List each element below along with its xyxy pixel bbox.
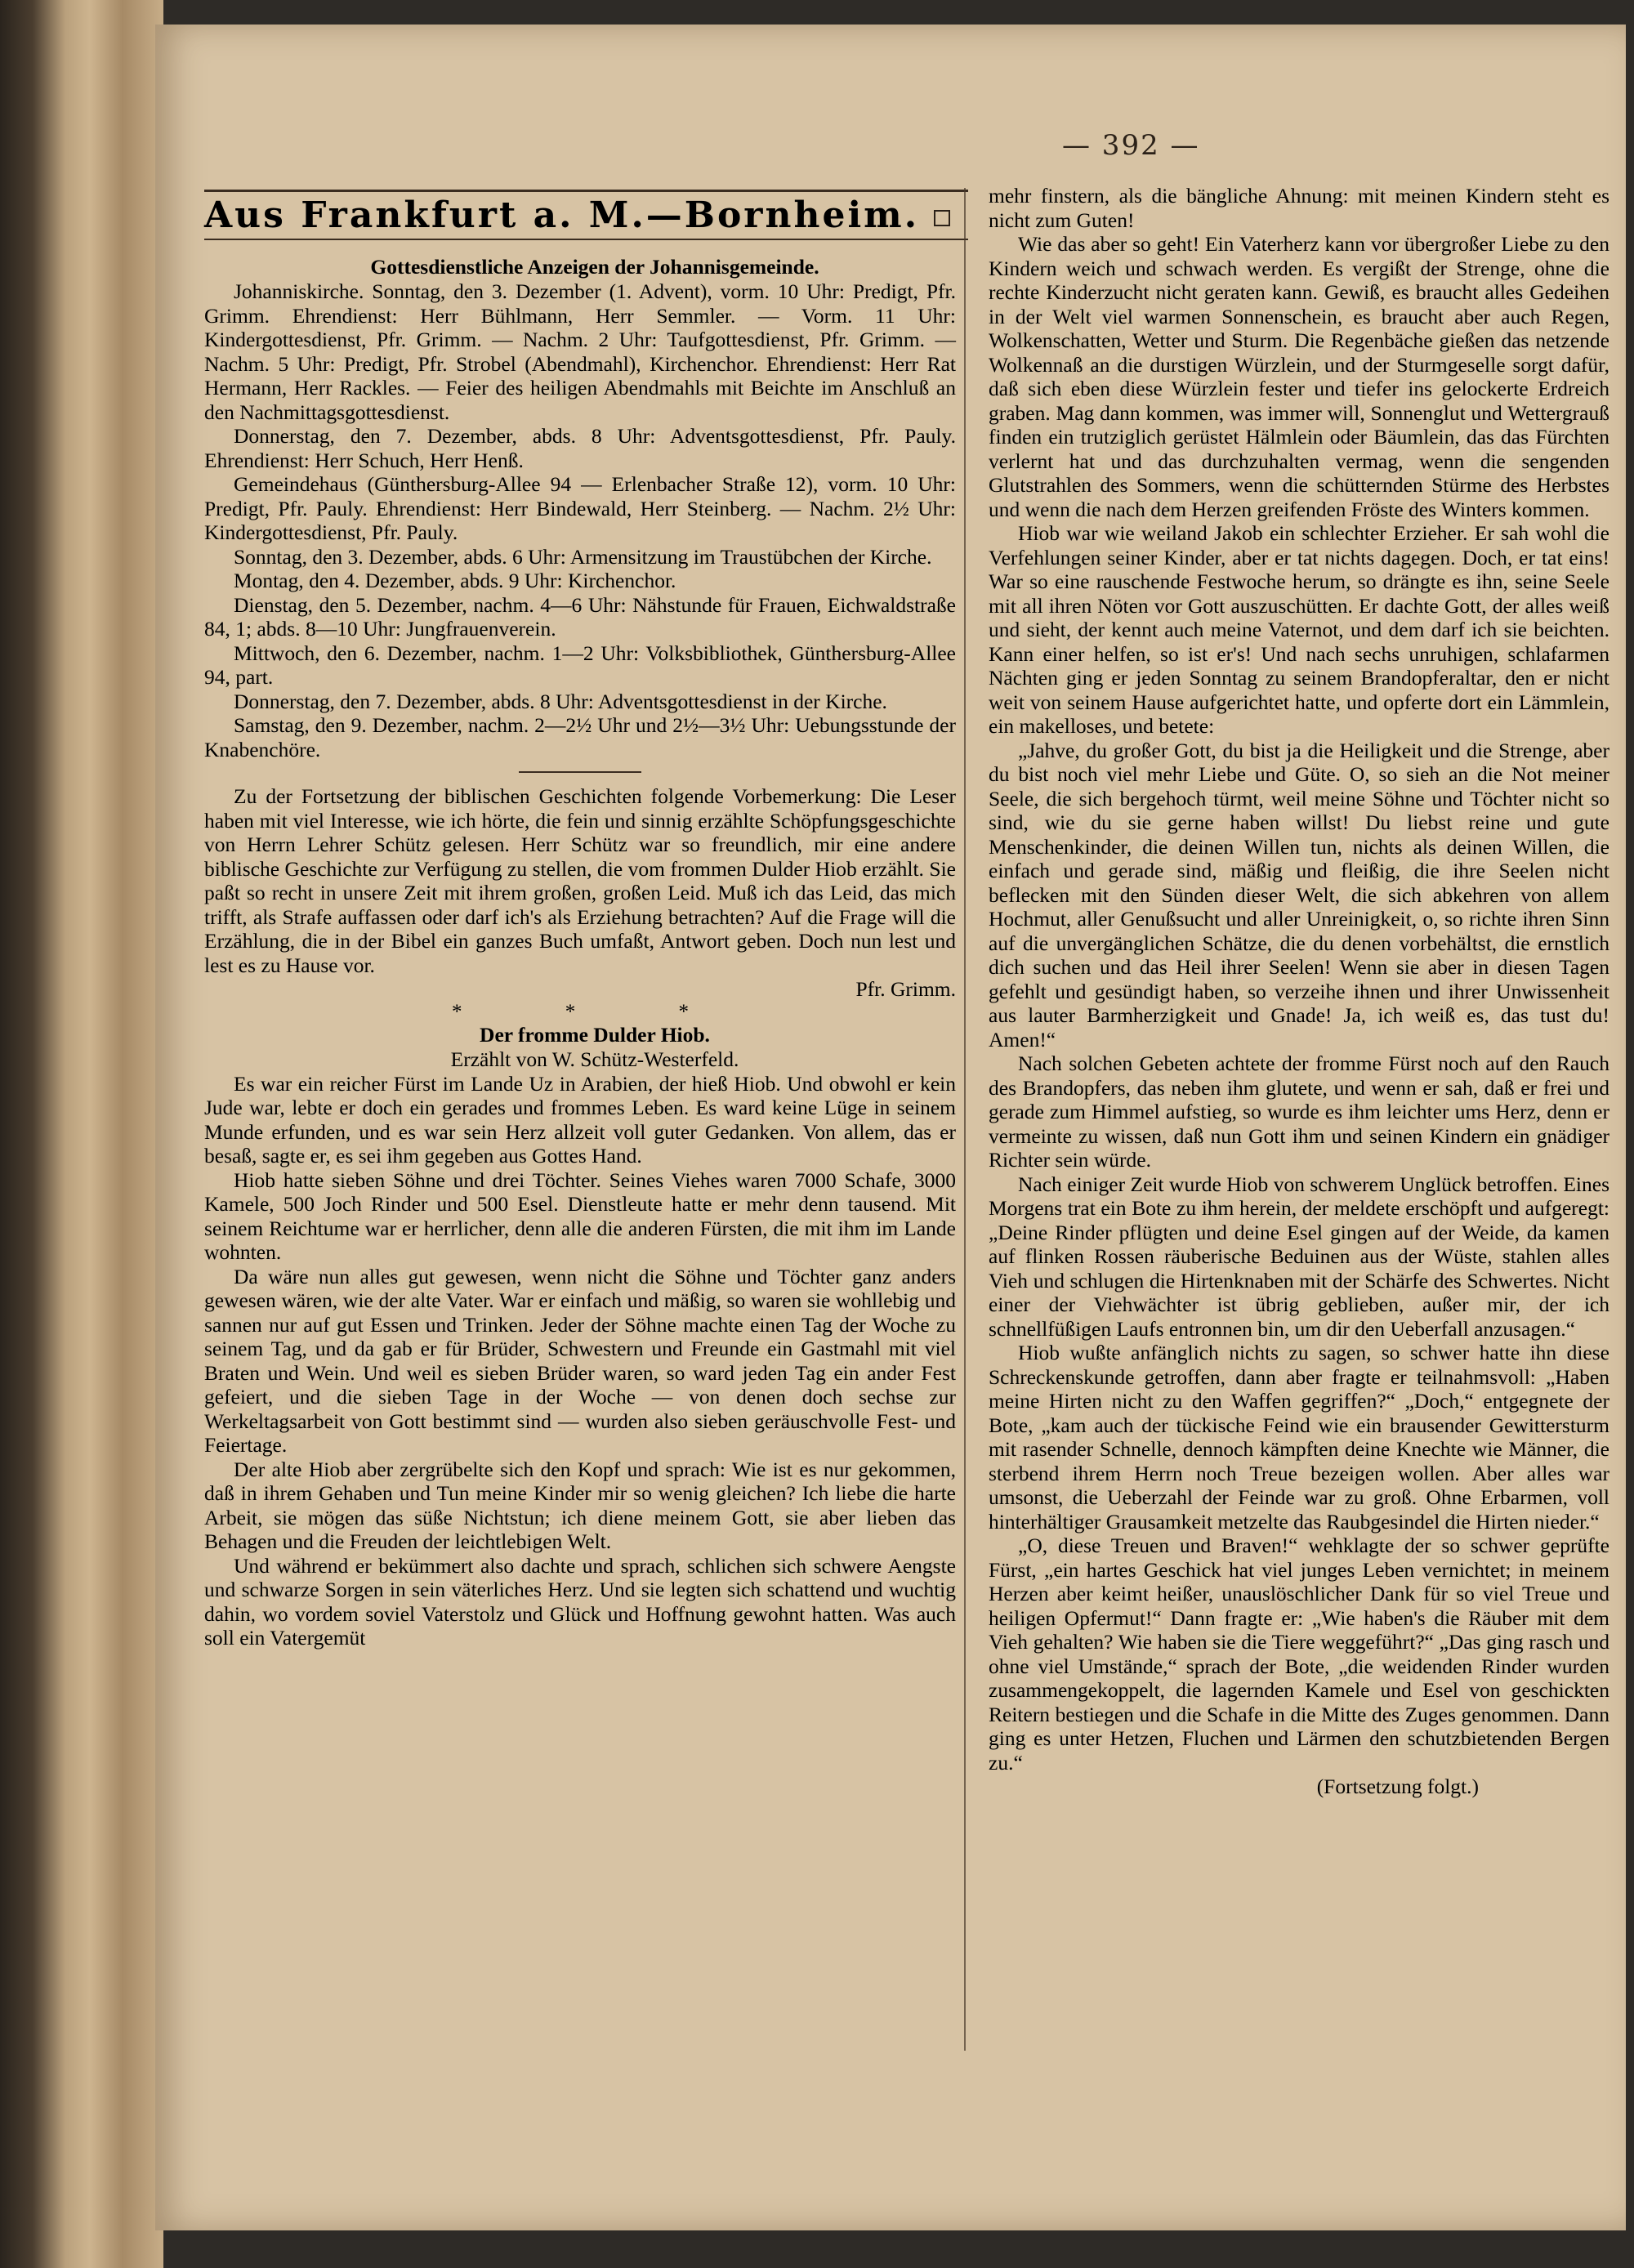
story-title: Der fromme Dulder Hiob. [480,1022,710,1047]
story-paragraph: mehr finstern, als die bängliche Ahnung: mit meinen Kindern steht es nicht zum Guten! [989,184,1609,232]
story-paragraph: Nach solchen Gebeten achtete der fromme Fürst noch auf den Rauch des Brandopfers, das neben ihm glutete, und wenn er sah, daß er frei und gerade zum Himmel aufstieg, so wurde es ihm leichter ums Herz, denn er vermeinte zu wissen, daß nun Gott ihm und seinen Kindern ein gnädiger Richter sein würde. [989,1051,1609,1172]
story-paragraph: Es war ein reicher Fürst im Lande Uz in Arabien, der hieß Hiob. Und obwohl er kein Jude war, lebte er doch ein gerades und frommes Leben. Es ward keine Lüge in seinem Munde erfunden, und es war sein Herz allzeit voll guter Gedanken. Von allem, das er besaß, sagte er, es sei ihm gegeben aus Gottes Hand. [204,1071,956,1167]
story-paragraph: Hiob war wie weiland Jakob ein schlechter Erzieher. Er sah wohl die Verfehlungen seiner Kinder, aber er tat nichts dagegen. Doch, er tat eins! War so eine rauschende Festwoche herum, so drängte es ihn, seine Seele mit all ihren Nöten vor Gott auszuschütten. Er dachte Gott, der alles weiß und sieht, der kennt auch meine Vaternot, und dem darf ich sie beichten. Kann einer helfen, so ist er's! Und nach sechs unruhigen, schlafarmen Nächten ging er jeden Sonntag zu seinem Brandopferaltar, den er nicht weit von seinem Hause aufgerichtet hatte, und opferte dort ein Lämmlein, ein makelloses, und betete: [989,521,1609,738]
headline-text: Aus Frankfurt a. M.—Bornheim. [204,194,920,236]
column-divider [964,188,966,2051]
notice-paragraph: Donnerstag, den 7. Dezember, abds. 8 Uhr: Adventsgottesdienst, Pfr. Pauly. Ehrendienst: Herr Schuch, Herr Henß. [204,424,956,472]
asterism: * * * [452,1000,738,1023]
continuation-note: (Fortsetzung folgt.) [1316,1775,1479,1798]
book-binding-edge [0,0,163,2268]
story-paragraph: Hiob wußte anfänglich nichts zu sagen, so schwer hatte ihn diese Schreckenskunde getroffen, dann aber fragte er teilnahmsvoll: „Haben meine Hirten nicht zu den Waffen gegriffen?“ „Doch,“ entgegnete der Bote, „kam auch der tückische Feind wie ein brausender Gewittersturm mit rasender Schnelle, dennoch kämpften deine Knechte wie Männer, die sterbend ihrem Herrn noch Treue bezeigen wollen. Aber alles war umsonst, die Ueberzahl der Feinde war zu groß. Ohne Erbarmen, voll hinterhältiger Grausamkeit metzelte das Raubgesindel die Hirten nieder.“ [989,1341,1609,1534]
story-paragraph: Der alte Hiob aber zergrübelte sich den Kopf und sprach: Wie ist es nur gekommen, daß in ihrem Gehaben und Tun meine Kinder mir so wenig gleichen? Ich liebe die harte Arbeit, sie mögen das süße Nichtstun; ich diene meinem Gott, sie aber lieben das Behagen und die Freuden der leichtlebigen Welt. [204,1457,956,1553]
notice-paragraph: Donnerstag, den 7. Dezember, abds. 8 Uhr: Adventsgottesdienst in der Kirche. [234,689,887,713]
intro-signature: Pfr. Grimm. [855,977,956,1001]
notice-paragraph: Montag, den 4. Dezember, abds. 9 Uhr: Kirchenchor. [234,569,676,592]
notice-paragraph: Samstag, den 9. Dezember, nachm. 2—2½ Uhr und 2½—3½ Uhr: Uebungsstunde der Knabenchöre. [204,713,956,761]
notice-paragraph: Gemeindehaus (Günthersburg-Allee 94 — Erlenbacher Straße 12), vorm. 10 Uhr: Predigt, Pfr. Pauly. Ehrendienst: Herr Bindewald, Herr Steinberg. — Nachm. 2½ Uhr: Kindergottesdienst, Pfr. Pauly. [204,472,956,544]
page-number: — 392 — [1062,129,1200,162]
headline [204,194,968,236]
square-ornament-icon [934,210,950,226]
headline-top-rule [204,190,968,192]
notice-paragraph: Mittwoch, den 6. Dezember, nachm. 1—2 Uhr: Volksbibliothek, Günthersburg-Allee 94, part. [204,641,956,689]
story-paragraph: Nach einiger Zeit wurde Hiob von schwerem Unglück betroffen. Eines Morgens trat ein Bote zu ihm herein, der meldete erschöpft und aufgeregt: „Deine Rinder pflügten und deine Esel gingen auf der Weide, da kamen auf flinken Rossen räuberische Beduinen aus der Wüste, stahlen alles Vieh und schlugen die Hirtenknaben mit der Schärfe des Schwertes. Nicht einer der Viehwächter ist übrig geblieben, außer mir, der ich schnellfüßigen Laufs entronnen bin, um dir den Ueberfall anzusagen.“ [989,1172,1609,1341]
notice-paragraph: Johanniskirche. Sonntag, den 3. Dezember (1. Advent), vorm. 10 Uhr: Predigt, Pfr. Grimm. Ehrendienst: Herr Bühlmann, Herr Semmler. — Vorm. 11 Uhr: Kindergottesdienst, Pfr. Grimm. — Nachm. 2 Uhr: Taufgottesdienst, Pfr. Grimm. — Nachm. 5 Uhr: Predigt, Pfr. Strobel (Abendmahl), Kirchenchor. Ehrendienst: Herr Rat Hermann, Herr Rackles. — Feier des heiligen Abendmahls mit Beichte im Anschluß an den Nachmittagsgottesdienst. [204,279,956,424]
story-paragraph: „O, diese Treuen und Braven!“ wehklagte der so schwer geprüfte Fürst, „ein hartes Geschick hat viel junges Leben vernichtet; in meinem Herzen aber keimt heißer, unauslöschlicher Dank für so viel Treue und heiligen Opfermut!“ Dann fragte er: „Wie haben's die Räuber mit dem Vieh gehalten? Wie haben sie die Tiere weggeführt?“ „Das ging rasch und ohne viel Umstände,“ sprach der Bote, „die weidenden Rinder wurden zusammengekoppelt, die lagernden Kamele und Esel von geschickten Reitern bestiegen und die Schafe in die Mitte des Zuges genommen. Dann ging es unter Hetzen, Fluchen und Lärmen den schutzbietenden Bergen zu.“ [989,1534,1609,1775]
notices-title: Gottesdienstliche Anzeigen der Johannisgemeinde. [370,255,819,279]
story-paragraph: Da wäre nun alles gut gewesen, wenn nicht die Söhne und Töchter ganz anders gewesen wären, wie der alte Vater. War er einfach und mäßig, so waren sie wohllebig und sannen nur auf gut Essen und Trinken. Jeder der Söhne machte einen Tag der Woche zu seinem Tag, und da gab er für Brüder, Schwestern und Freunde ein Gastmahl mit viel Braten und Wein. Und weil es sieben Brüder waren, so ward jeden Tag ein ander Fest gefeiert, und die sieben Tage in der Woche — von denen doch sechse zur Werkeltagsarbeit von Gott bestimmt sind — wurden also sieben geräuschvolle Fest- und Feiertage. [204,1264,956,1457]
story-paragraph: Hiob hatte sieben Söhne und drei Töchter. Seines Viehes waren 7000 Schafe, 3000 Kamele, 500 Joch Rinder und 500 Esel. Dienstleute hatte er mehr denn tausend. Mit seinem Reichtume war er herrlicher, denn alle die anderen Fürsten, die mit ihm im Lande wohnten. [204,1167,956,1264]
left-column [204,255,956,1650]
intro-paragraph: Zu der Fortsetzung der biblischen Geschichten folgende Vorbemerkung: Die Leser haben mit viel Interesse, wie ich hörte, die fein und sinnig erzählte Schöpfungsgeschichte von Herrn Lehrer Schütz gelesen. Herr Schütz war so freundlich, mir eine andere biblische Geschichte zur Verfügung zu stellen, die vom frommen Dulder Hiob erzählt. Sie paßt so recht in unsere Zeit mit ihrem großen, großen Leid. Muß ich das Leid, das mich trifft, als Strafe auffassen oder darf ich's als Erziehung betrachten? Auf die Frage will die Erzählung, die in der Bibel ein ganzes Buch umfaßt, Antwort geben. Doch nun lest und lest es zu Hause vor. [204,784,956,977]
notice-paragraph: Dienstag, den 5. Dezember, nachm. 4—6 Uhr: Nähstunde für Frauen, Eichwaldstraße 84, 1; abds. 8—10 Uhr: Jungfrauenverein. [204,592,956,641]
prayer-paragraph: „Jahve, du großer Gott, du bist ja die Heiligkeit und die Strenge, aber du bist noch viel mehr Liebe und Güte. O, so sieh an die Not meiner Seele, die sich bergehoch türmt, weil meine Söhne und Töchter nicht so sind, wie du sie gerne haben willst! Du liebst reine und gute Menschenkinder, die deinen Willen tun, nichts als deinen Willen, die einfach und gerade sind, mäßig und fleißig, die ihre Seelen nicht beflecken mit den Sünden dieser Welt, die sich abkehren von allem Hochmut, aller Genußsucht und aller Unreinigkeit, o, so richte ihren Sinn auf die unvergänglichen Schätze, die du denen vorbehältst, die ernstlich dich suchen und das Heil ihrer Seelen! Wenn sie aber in diesen Tagen gefehlt und gesündigt haben, so verzeihe ihnen und ihrer Unwissenheit aus lauter Barmherzigkeit und Gnade! Ja, ich weiß es, das tust du! Amen!“ [989,738,1609,1051]
right-column [989,184,1609,1799]
notice-paragraph: Sonntag, den 3. Dezember, abds. 6 Uhr: Armensitzung im Traustübchen der Kirche. [234,544,932,569]
story-paragraph: Wie das aber so geht! Ein Vaterherz kann vor übergroßer Liebe zu den Kindern weich und schwach werden. Es vergißt der Strenge, ohne die rechte Kinderzucht nicht geraten kann. Gewiß, es braucht alles Gedeihen in der Welt viel warmen Sonnenschein, es braucht aber auch Regen, Wolkenschatten, Wetter und Sturm. Die Regenbäche gießen das netzende Wolkennaß an die durstigen Würzlein, und der Sturmgeselle sorgt dafür, daß sich eben diese Würzlein fester und tiefer ins gelockerte Erdreich graben. Mag dann kommen, was immer will, Sonnenglut und Wettergrauß finden ein trutziglich gerüstet Hälmlein oder Bäumlein, das das Fürchten verlernt hat und das durchzuhalten vermag, wenn die sengenden Glutstrahlen des Sommers, wenn die schütternden Stürme des Herbstes und wenn die nach dem Herzen greifenden Fröste des Winters kommen. [989,232,1609,521]
story-byline: Erzählt von W. Schütz-Westerfeld. [450,1047,739,1071]
section-rule [519,771,641,773]
headline-bottom-rule [204,239,968,240]
story-paragraph: Und während er bekümmert also dachte und sprach, schlichen sich schwere Aengste und schwarze Sorgen in sein väterliches Herz. Und sie legten sich schattend und wuchtig dahin, wo vordem soviel Vaterstolz und Glück und Hoffnung gewohnt hatten. Was auch soll ein Vatergemüt [204,1553,956,1650]
